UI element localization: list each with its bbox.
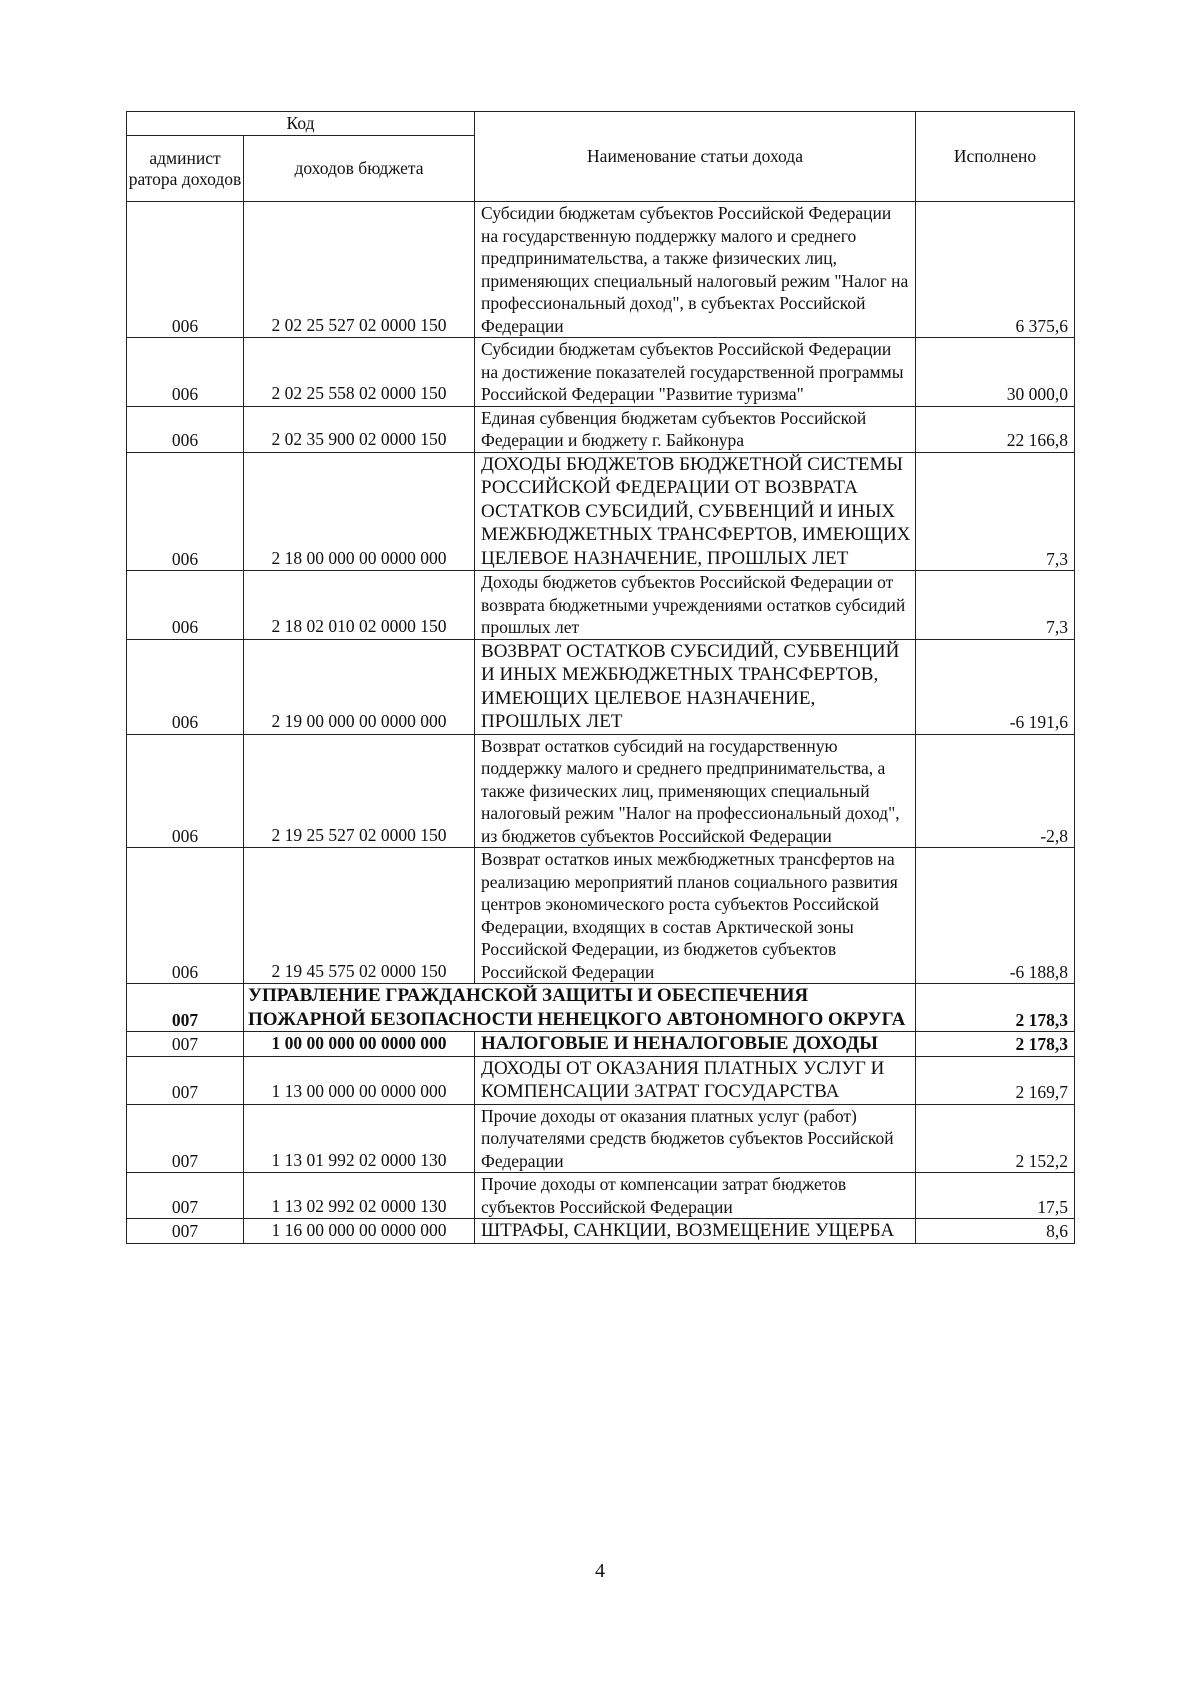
income-name-cell: Прочие доходы от оказания платных услуг (работ) получателями средств бюджетов субъектов Российской Федерации <box>475 1104 916 1173</box>
executed-sum-cell: 7,3 <box>916 452 1075 571</box>
table-row-section-heading <box>127 984 1075 1032</box>
table-row <box>127 734 1075 848</box>
income-name-cell: ДОХОДЫ ОТ ОКАЗАНИЯ ПЛАТНЫХ УСЛУГ И КОМПЕНСАЦИИ ЗАТРАТ ГОСУДАРСТВА <box>475 1056 916 1104</box>
admin-code-cell: 006 <box>127 452 244 571</box>
income-code-cell: 2 18 02 010 02 0000 150 <box>244 571 475 640</box>
income-code-cell: 1 13 00 000 00 0000 000 <box>244 1056 475 1104</box>
table-row <box>127 848 1075 984</box>
table-row <box>127 1056 1075 1104</box>
executed-sum-cell: 8,6 <box>916 1219 1075 1244</box>
code-group-header: Код <box>127 112 475 136</box>
executed-sum-cell: 2 152,2 <box>916 1104 1075 1173</box>
table-row <box>127 406 1075 452</box>
table-row <box>127 1173 1075 1219</box>
admin-code-cell: 006 <box>127 639 244 734</box>
income-name-cell: Единая субвенция бюджетам субъектов Российской Федерации и бюджету г. Байконура <box>475 406 916 452</box>
income-name-cell: ДОХОДЫ БЮДЖЕТОВ БЮДЖЕТНОЙ СИСТЕМЫ РОССИЙСКОЙ ФЕДЕРАЦИИ ОТ ВОЗВРАТА ОСТАТКОВ СУБСИДИЙ, СУБВЕНЦИЙ И ИНЫХ МЕЖБЮДЖЕТНЫХ ТРАНСФЕРТОВ, ИМЕЮЩИХ ЦЕЛЕВОЕ НАЗНАЧЕНИЕ, ПРОШЛЫХ ЛЕТ <box>475 452 916 571</box>
income-code-cell: 2 02 25 558 02 0000 150 <box>244 338 475 407</box>
income-code-cell: 1 13 01 992 02 0000 130 <box>244 1104 475 1173</box>
income-code-cell: 1 13 02 992 02 0000 130 <box>244 1173 475 1219</box>
admin-code-cell: 007 <box>127 984 244 1032</box>
income-name-cell: НАЛОГОВЫЕ И НЕНАЛОГОВЫЕ ДОХОДЫ <box>475 1032 916 1057</box>
table-row <box>127 202 1075 338</box>
income-code-cell: 2 18 00 000 00 0000 000 <box>244 452 475 571</box>
income-name-cell: Прочие доходы от компенсации затрат бюджетов субъектов Российской Федерации <box>475 1173 916 1219</box>
income-name-cell: Возврат остатков субсидий на государственную поддержку малого и среднего предпринимательства, а также физических лиц, применяющих специальный налоговый режим "Налог на профессиональный доход", из бюджетов субъектов Российской Федерации <box>475 734 916 848</box>
income-code-cell: 2 19 25 527 02 0000 150 <box>244 734 475 848</box>
sum-column-header: Исполнено <box>916 112 1075 202</box>
table-row <box>127 1104 1075 1173</box>
income-name-cell: ВОЗВРАТ ОСТАТКОВ СУБСИДИЙ, СУБВЕНЦИЙ И ИНЫХ МЕЖБЮДЖЕТНЫХ ТРАНСФЕРТОВ, ИМЕЮЩИХ ЦЕЛЕВОЕ НАЗНАЧЕНИЕ, ПРОШЛЫХ ЛЕТ <box>475 639 916 734</box>
income-code-cell: 1 00 00 000 00 0000 000 <box>244 1032 475 1057</box>
income-name-cell: Субсидии бюджетам субъектов Российской Федерации на государственную поддержку малого и среднего предпринимательства, а также физических лиц, применяющих специальный налоговый режим "Налог на профессиональный доход", в субъектах Российской Федерации <box>475 202 916 338</box>
admin-code-cell: 006 <box>127 571 244 640</box>
page-number: 4 <box>595 1560 605 1582</box>
admin-code-cell: 007 <box>127 1056 244 1104</box>
executed-sum-cell: 30 000,0 <box>916 338 1075 407</box>
admin-code-cell: 007 <box>127 1173 244 1219</box>
executed-sum-cell: -6 188,8 <box>916 848 1075 984</box>
table-row <box>127 639 1075 734</box>
admin-code-cell: 007 <box>127 1104 244 1173</box>
admin-code-cell: 007 <box>127 1032 244 1057</box>
executed-sum-cell: 2 169,7 <box>916 1056 1075 1104</box>
income-name-cell: Субсидии бюджетам субъектов Российской Федерации на достижение показателей государственной программы Российской Федерации "Развитие туризма" <box>475 338 916 407</box>
admin-code-cell: 006 <box>127 734 244 848</box>
executed-sum-cell: 6 375,6 <box>916 202 1075 338</box>
income-name-cell: Доходы бюджетов субъектов Российской Федерации от возврата бюджетными учреждениями остатков субсидий прошлых лет <box>475 571 916 640</box>
income-table-sheet <box>126 111 1074 1244</box>
income-name-cell: ШТРАФЫ, САНКЦИИ, ВОЗМЕЩЕНИЕ УЩЕРБА <box>475 1219 916 1244</box>
name-column-header: Наименование статьи дохода <box>475 112 916 202</box>
income-code-cell: 1 16 00 000 00 0000 000 <box>244 1219 475 1244</box>
executed-sum-cell: -2,8 <box>916 734 1075 848</box>
income-table <box>126 111 1075 1244</box>
income-code-cell: 2 02 25 527 02 0000 150 <box>244 202 475 338</box>
executed-sum-cell: 22 166,8 <box>916 406 1075 452</box>
income-code-cell: 2 19 00 000 00 0000 000 <box>244 639 475 734</box>
admin-column-header: админист ратора доходов <box>127 136 244 202</box>
admin-code-cell: 006 <box>127 848 244 984</box>
admin-code-cell: 006 <box>127 406 244 452</box>
income-name-cell: Возврат остатков иных межбюджетных трансфертов на реализацию мероприятий планов социального развития центров экономического роста субъектов Российской Федерации, входящих в состав Арктической зоны Российской Федерации, из бюджетов субъектов Российской Федерации <box>475 848 916 984</box>
executed-sum-cell: 7,3 <box>916 571 1075 640</box>
table-row <box>127 1032 1075 1057</box>
table-row <box>127 452 1075 571</box>
executed-sum-cell: -6 191,6 <box>916 639 1075 734</box>
table-row <box>127 571 1075 640</box>
admin-code-cell: 006 <box>127 202 244 338</box>
table-row <box>127 1219 1075 1244</box>
admin-code-cell: 006 <box>127 338 244 407</box>
executed-sum-cell: 2 178,3 <box>916 984 1075 1032</box>
table-row <box>127 338 1075 407</box>
income-code-cell: 2 19 45 575 02 0000 150 <box>244 848 475 984</box>
admin-code-cell: 007 <box>127 1219 244 1244</box>
executed-sum-cell: 17,5 <box>916 1173 1075 1219</box>
income-code-cell: 2 02 35 900 02 0000 150 <box>244 406 475 452</box>
code-column-header: доходов бюджета <box>244 136 475 202</box>
department-name-cell: УПРАВЛЕНИЕ ГРАЖДАНСКОЙ ЗАЩИТЫ И ОБЕСПЕЧЕНИЯ ПОЖАРНОЙ БЕЗОПАСНОСТИ НЕНЕЦКОГО АВТОНОМНОГО ОКРУГА <box>244 984 916 1032</box>
executed-sum-cell: 2 178,3 <box>916 1032 1075 1057</box>
